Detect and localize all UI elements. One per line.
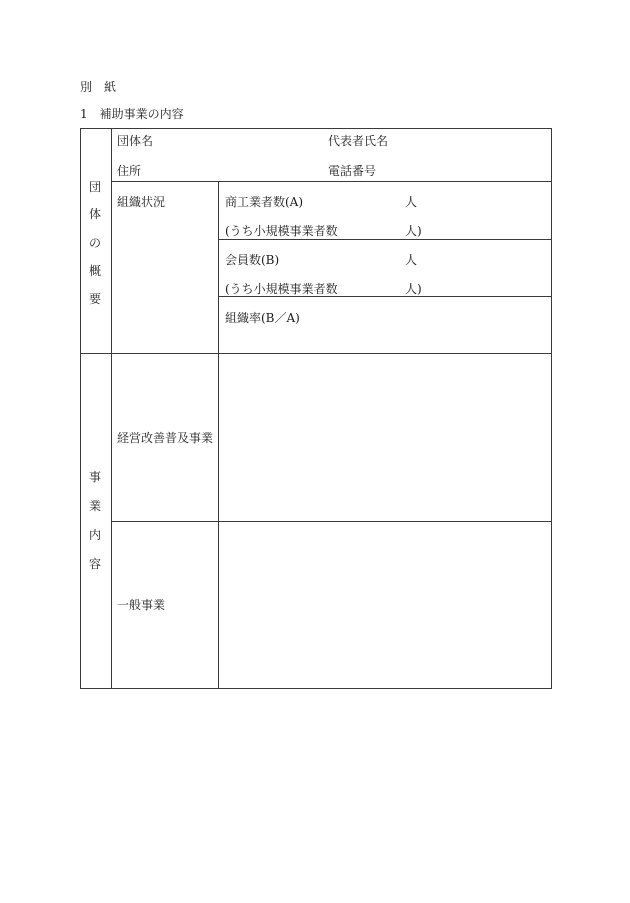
- overview-label-char: 概: [88, 264, 101, 278]
- row-divider: [219, 296, 552, 297]
- column-divider: [111, 128, 112, 689]
- small-business-count-unit: 人): [405, 224, 422, 238]
- row-divider: [111, 181, 552, 182]
- overview-label-char: 要: [88, 292, 101, 306]
- merchant-count-unit: 人: [405, 195, 418, 209]
- address-label: 住所: [117, 164, 142, 178]
- general-business-input-area[interactable]: [219, 522, 551, 688]
- business-label-char: 容: [88, 557, 101, 571]
- business-label-char: 業: [88, 499, 101, 513]
- representative-label: 代表者氏名: [328, 134, 389, 148]
- member-count-unit: 人: [405, 253, 418, 267]
- table-bottom-border: [80, 688, 552, 689]
- overview-label-char: 団: [88, 180, 101, 194]
- member-small-business-count-unit: 人): [405, 282, 422, 296]
- organization-rate-label: 組織率(B／A): [225, 311, 300, 325]
- phone-label: 電話番号: [328, 164, 377, 178]
- table-top-border: [80, 128, 552, 129]
- org-status-label: 組織状況: [117, 195, 166, 209]
- merchant-count-label: 商工業者数(A): [225, 195, 304, 209]
- document-heading: 別 紙: [80, 80, 117, 94]
- small-business-count-label: (うち小規模事業者数: [225, 224, 338, 238]
- management-improvement-input-area[interactable]: [219, 354, 551, 521]
- member-small-business-count-label: (うち小規模事業者数: [225, 282, 338, 296]
- section-title: 1 補助事業の内容: [80, 107, 184, 121]
- management-improvement-label: 経営改善普及事業: [117, 431, 214, 445]
- row-divider: [219, 239, 552, 240]
- overview-label-char: 体: [88, 207, 101, 221]
- table-right-border: [551, 128, 552, 689]
- business-label-char: 内: [88, 528, 101, 542]
- org-name-label: 団体名: [117, 134, 154, 148]
- general-business-label: 一般事業: [117, 598, 166, 612]
- business-label-char: 事: [88, 470, 101, 484]
- overview-label-char: の: [88, 236, 101, 250]
- member-count-label: 会員数(B): [225, 253, 280, 267]
